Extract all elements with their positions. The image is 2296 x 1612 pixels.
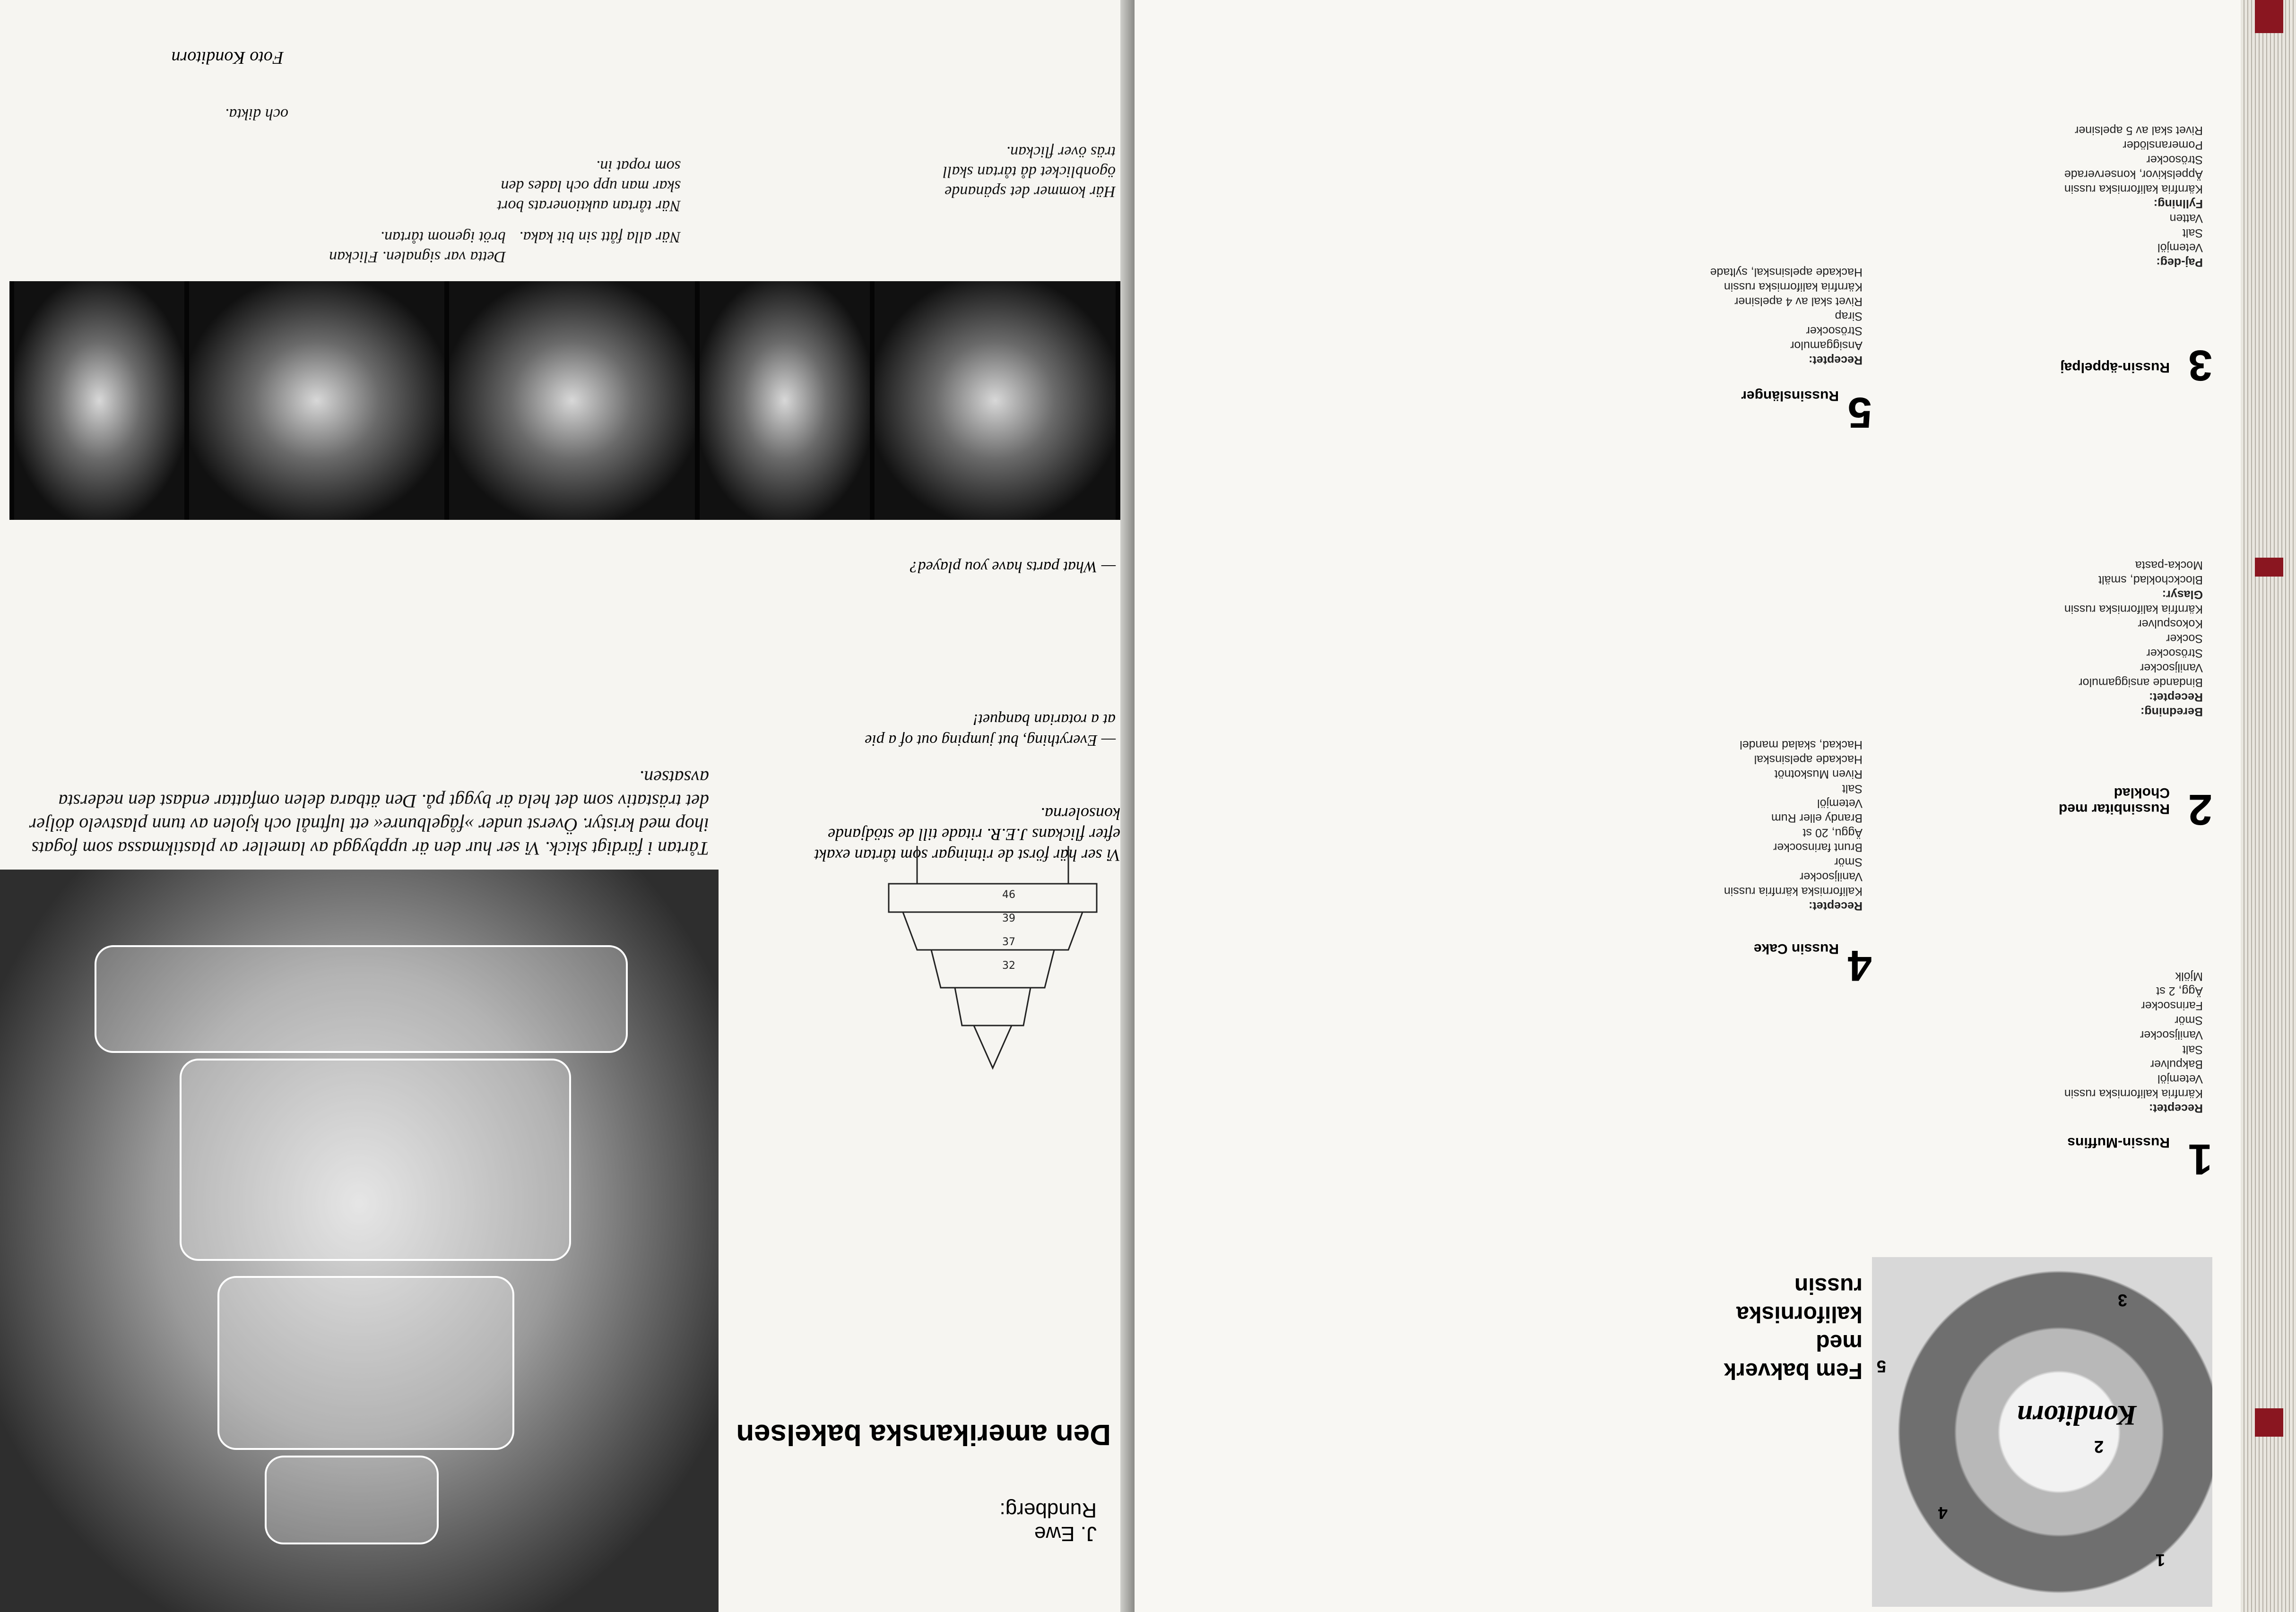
left-page [0, 0, 1130, 1612]
recipe-1-line-3: Vetemjöl [2157, 1072, 2203, 1086]
recipe-3-line-5: Fyllning: [2153, 197, 2203, 210]
recipe-3-line-1: Paj-deg: [2156, 256, 2203, 269]
recipe-title-1: Russin-Muffins [2067, 1135, 2170, 1150]
edge-tab [2255, 0, 2283, 33]
film-caption-4: Detta var signalen. Flickan bröt igenom tårtan. [329, 228, 506, 266]
recipe-1-line-8: Farinsocker [2141, 999, 2203, 1012]
magazine-title: Konditorn [2017, 1400, 2137, 1431]
recipe-body-5 [1626, 265, 1863, 367]
recipe-3-line-10: Rivet skal av 5 apelsiner [2075, 124, 2203, 137]
drawing-mark-4: 32 [1002, 960, 1015, 972]
recipe-2-line-2: Receptet: [2149, 690, 2203, 704]
recipe-3-line-3: Salt [2182, 226, 2203, 240]
recipe-body-1 [1985, 969, 2203, 1115]
recipe-5-line-3: Strösocker [1806, 324, 1863, 337]
recipe-5-line-7: Hackade apelsinskal, syltade [1710, 266, 1863, 279]
recipe-2-line-5: Strösocker [2146, 647, 2203, 660]
photo-number-4: 4 [1938, 1503, 1948, 1523]
recipe-3-line-9: Pomeranslöder [2123, 138, 2203, 152]
recipe-4-line-8: Vetemjöl [1817, 797, 1863, 810]
article-headline: Den amerikanska bakelsen [736, 1418, 1111, 1451]
recipe-4-line-7: Brandy eller Rum [1771, 811, 1863, 825]
drawing-mark-1: 46 [1002, 889, 1015, 901]
recipe-5-line-6: Kärnfria kaliforniska russin [1724, 280, 1863, 293]
cake-tier-top [95, 945, 628, 1053]
recipe-2-line-1: Beredning: [2140, 705, 2203, 718]
recipe-4-line-12: Hackad, skalad mandel [1740, 738, 1863, 751]
article-byline: J. Ewe Rundberg: [999, 1499, 1097, 1545]
drawing-caption: Vi ser här först de ritningar som tårtan exakt efter flickans J.E.R. ritade till de stödjande konsolerna. [814, 804, 1120, 865]
recipes-headline: Fem bakverk med kaliforniska russin [1724, 1273, 1863, 1383]
drawing-tier-3 [955, 988, 1031, 1026]
recipe-1-line-4: Bakpulver [2150, 1058, 2203, 1071]
photo-credit: Foto Konditorn [171, 48, 284, 68]
recipe-3-line-4: Vatten [2169, 212, 2203, 225]
recipe-body-4 [1626, 737, 1863, 913]
film-frame-2 [189, 281, 444, 520]
drawing-cone [974, 1026, 1012, 1068]
drawing-tier-1 [903, 912, 1083, 950]
recipe-1-line-6: Vaniljsocker [2140, 1028, 2203, 1042]
drawing-tier-2 [931, 950, 1054, 988]
film-strip [9, 281, 1120, 520]
recipe-4-line-3: Vaniljsocker [1800, 870, 1863, 883]
film-frame-3 [449, 281, 695, 520]
recipe-4-line-6: Äggu, 20 st [1802, 826, 1863, 839]
recipe-1-line-7: Smör [2175, 1014, 2203, 1027]
recipe-1-line-1: Receptet: [2149, 1102, 2203, 1115]
recipe-title-3: Russin-äppelpaj [2060, 360, 2170, 375]
recipe-title-4: Russin Cake [1753, 941, 1839, 957]
recipe-3-line-6: Kärnfria kaliforniska russin [2064, 182, 2203, 196]
recipe-3-line-8: Strösocker [2146, 153, 2203, 166]
drawing-mark-3: 37 [1002, 936, 1015, 948]
recipe-5-line-4: Sirap [1835, 310, 1863, 323]
quote-what-parts: — What parts have you played? [910, 558, 1116, 576]
recipe-2-line-6: Socker [2166, 632, 2203, 645]
recipe-2-line-3: Bindande ansiggamulor [2079, 676, 2203, 689]
film-frame-5 [875, 281, 1116, 520]
recipe-1-line-2: Kärnfria kaliforniska russin [2064, 1087, 2203, 1100]
recipe-1-line-5: Salt [2182, 1043, 2203, 1056]
recipe-4-line-11: Hackade apelsinskal [1754, 753, 1863, 766]
recipe-2-line-4: Vaniljsocker [2140, 661, 2203, 674]
drawing-top-slab [889, 884, 1097, 912]
edge-tab [2255, 1408, 2283, 1437]
recipe-5-line-5: Rivet skal av 4 apelsiner [1734, 295, 1863, 308]
recipe-body-3 [1985, 123, 2203, 269]
cake-tier-bottom [265, 1456, 439, 1544]
hero-cake-photo [0, 870, 719, 1612]
construction-drawing [860, 827, 1125, 1177]
recipe-number-4: 4 [1847, 941, 1872, 990]
recipe-3-line-2: Vetemjöl [2157, 241, 2203, 254]
recipe-5-line-1: Receptet: [1809, 353, 1863, 367]
film-caption-1: Här kommer det spänande ögonblicket då tårtan skall träs över flickan. [943, 143, 1116, 200]
recipe-5-line-2: Ansiggamulor [1790, 339, 1863, 352]
film-caption-2: När tårtan auktionerats bort skar man upp och lades den som ropat in. [497, 157, 681, 215]
recipe-title-5: Russinslänger [1741, 388, 1839, 404]
recipe-number-2: 2 [2188, 785, 2212, 834]
recipe-number-5: 5 [1847, 388, 1872, 437]
photo-number-5: 5 [1877, 1357, 1887, 1376]
film-frame-4 [700, 281, 870, 520]
recipe-body-2 [1985, 558, 2203, 719]
cake-tier-middle [180, 1059, 571, 1261]
recipe-3-line-7: Äppelskivor, konserverade [2064, 168, 2203, 181]
recipe-1-line-9: Ägg, 2 st [2156, 984, 2203, 998]
photo-number-3: 3 [2118, 1291, 2128, 1310]
recipe-number-1: 1 [2188, 1135, 2212, 1183]
recipe-4-line-10: Riven Muskotnöt [1774, 767, 1863, 781]
recipe-1-line-10: Mjölk [2175, 970, 2203, 983]
recipe-2-line-7: Kokospulver [2138, 617, 2203, 630]
film-frame-1 [14, 281, 184, 520]
quote-everything: — Everything, but jumping out of a pie at a rotarian banquet! [865, 711, 1116, 749]
recipe-4-line-5: Brunt farinsocker [1773, 841, 1863, 854]
film-caption-3: När alla fått sin bit kaka. [519, 228, 681, 246]
film-caption-5: och dikta. [225, 105, 288, 123]
photo-number-1: 1 [2156, 1551, 2166, 1570]
book-page-edges [2241, 0, 2296, 1612]
recipe-4-line-1: Receptet: [1809, 899, 1863, 913]
recipe-2-line-11: Mocka-pasta [2135, 559, 2203, 572]
recipe-2-line-9: Glasyr: [2162, 588, 2203, 601]
recipe-4-line-9: Salt [1842, 782, 1863, 795]
edge-tab [2255, 558, 2283, 577]
photo-number-2: 2 [2094, 1437, 2104, 1457]
recipe-2-line-8: Kärnfria kaliforniska russin [2064, 603, 2203, 616]
recipe-4-line-4: Smör [1834, 855, 1863, 869]
cake-tier-lower [217, 1276, 514, 1450]
recipe-4-line-2: Kaliforniska kärnfria russin [1724, 885, 1863, 898]
recipe-number-3: 3 [2188, 341, 2212, 389]
drawing-mark-2: 39 [1002, 913, 1015, 924]
photo-caption: Tårtan i färdigt skick. Vi ser hur den är uppbyggd av lameller av plastikmassa som fogats ihop med kristyr. Överst under »fågelbunre« ett luftnål och kjolen av tunn plastvelo döljer det trästativ som det hela är byggt på. Den ätbara delen omfattar endast den nedersta avsatsen. [29, 767, 709, 859]
recipe-title-2: Russinbitar med Choklad [2058, 785, 2170, 817]
recipe-2-line-10: Blockchoklad, smält [2098, 573, 2203, 586]
